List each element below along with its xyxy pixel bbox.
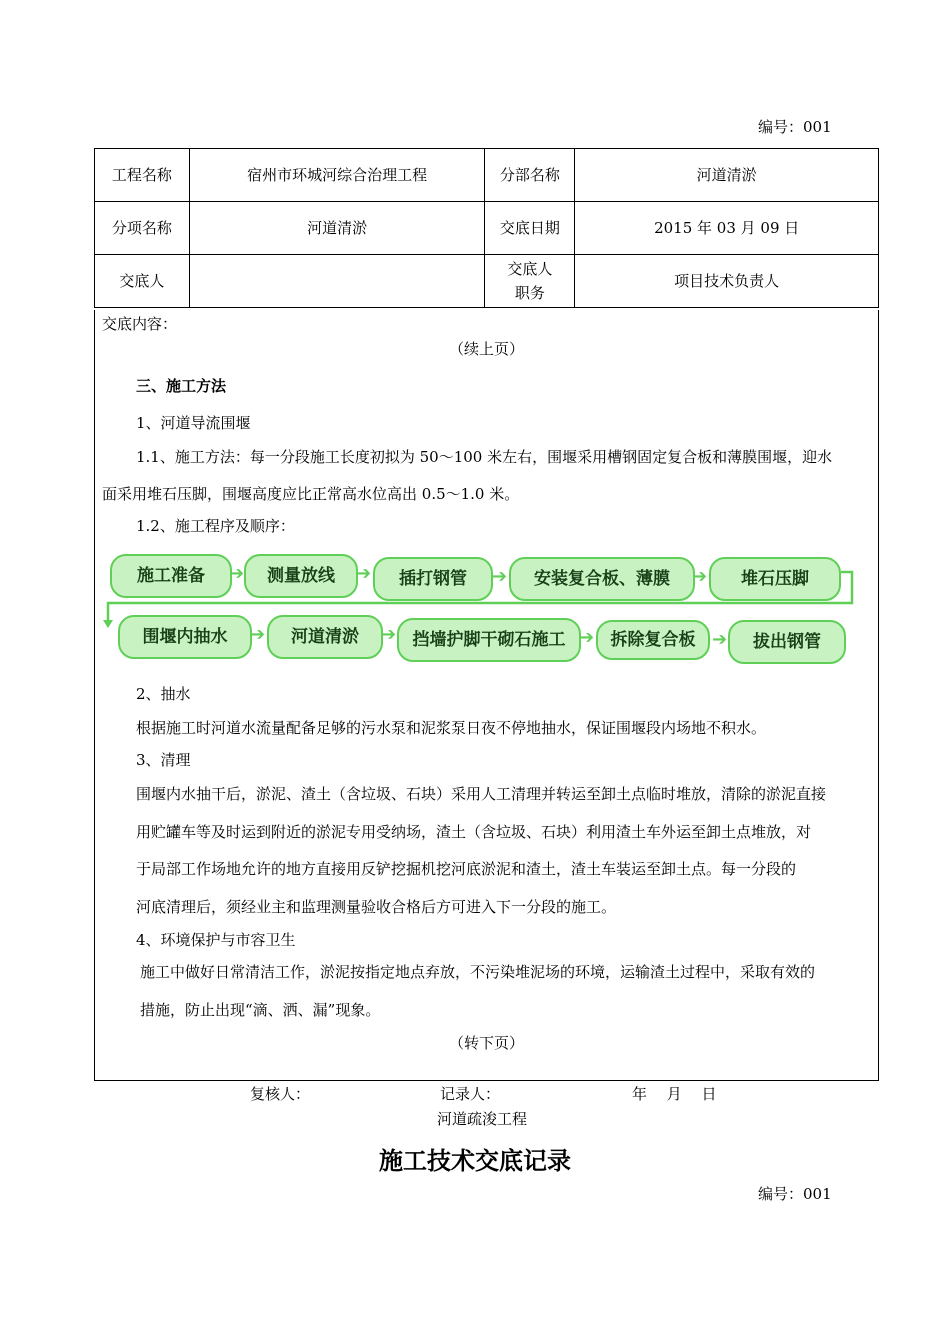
label-briefer-position — [485, 255, 575, 308]
header-row-3 — [95, 255, 879, 308]
next-page-subtitle: 河道疏浚工程 — [437, 1110, 528, 1128]
footer-reviewer: 复核人： — [250, 1085, 311, 1103]
content-label: 交底内容： — [102, 315, 178, 333]
label-briefing-date: 交底日期 — [485, 202, 575, 255]
label-briefer-position-1: 交底人 — [507, 260, 553, 278]
flow-step-10: 拔出钢管 — [728, 620, 846, 664]
flow-step-6: 围堰内抽水 — [118, 615, 252, 659]
paragraph-3-line-4: 河底清理后，须经业主和监理测量验收合格后方可进入下一分段的施工。 — [136, 898, 617, 916]
value-division-name: 河道清淤 — [575, 149, 879, 202]
paragraph-4-line-1: 施工中做好日常清洁工作，淤泥按指定地点弃放，不污染堆泥场的环境，运输渣土过程中，采取有效的 — [140, 963, 816, 981]
next-page-doc-number: 编号：001 — [758, 1185, 832, 1203]
flow-arrow-icon: ➔ — [712, 629, 728, 650]
flow-arrow-icon: ➔ — [356, 563, 372, 584]
flow-step-2: 测量放线 — [244, 554, 358, 598]
paragraph-4-line-2: 措施，防止出现“滴、洒、漏”现象。 — [140, 1001, 381, 1019]
paragraph-1-1-line-2: 面采用堆石压脚，围堰高度应比正常高水位高出 0.5～1.0 米。 — [102, 485, 520, 503]
section-heading-3: 三、施工方法 — [136, 377, 227, 395]
label-division-name: 分部名称 — [485, 149, 575, 202]
flow-step-1: 施工准备 — [110, 554, 232, 598]
flow-step-9: 拆除复合板 — [596, 620, 710, 660]
continued-next-page: （转下页） — [449, 1034, 525, 1052]
label-briefer: 交底人 — [95, 255, 190, 308]
flow-arrow-icon: ➔ — [579, 627, 595, 648]
flow-arrow-icon: ➔ — [250, 624, 266, 645]
header-row-1 — [95, 149, 879, 202]
flow-step-3: 插打钢管 — [373, 557, 493, 601]
footer-date: 年 月 日 — [632, 1085, 717, 1103]
flow-step-5: 堆石压脚 — [709, 557, 841, 601]
flow-arrow-icon: ➔ — [381, 624, 397, 645]
flow-step-4: 安装复合板、薄膜 — [509, 557, 695, 601]
value-project-name: 宿州市环城河综合治理工程 — [189, 149, 485, 202]
paragraph-3-line-3: 于局部工作场地允许的地方直接用反铲挖掘机挖河底淤泥和渣土，渣土车装运至卸土点。每一分段的 — [136, 860, 797, 878]
subsection-3: 3、清理 — [136, 751, 191, 769]
subsection-2: 2、抽水 — [136, 685, 191, 703]
flow-arrow-icon: ➔ — [229, 563, 245, 584]
label-briefer-position-2: 职务 — [514, 284, 545, 302]
subsection-4: 4、环境保护与市容卫生 — [136, 931, 296, 949]
value-briefer-position: 项目技术负责人 — [575, 255, 879, 308]
value-item-name: 河道清淤 — [189, 202, 485, 255]
value-briefing-date: 2015 年 03 月 09 日 — [575, 202, 879, 255]
flow-step-8: 挡墙护脚干砌石施工 — [397, 618, 581, 662]
paragraph-2: 根据施工时河道水流量配备足够的污水泵和泥浆泵日夜不停地抽水，保证围堰段内场地不积水。 — [136, 719, 767, 737]
header-row-2 — [95, 202, 879, 255]
label-project-name: 工程名称 — [95, 149, 190, 202]
doc-number-top: 编号：001 — [758, 118, 832, 136]
next-page-title: 施工技术交底记录 — [379, 1146, 571, 1175]
flow-step-7: 河道清淤 — [267, 615, 383, 659]
value-briefer — [189, 255, 485, 308]
label-item-name: 分项名称 — [95, 202, 190, 255]
paragraph-3-line-1: 围堰内水抽干后，淤泥、渣土（含垃圾、石块）采用人工清理并转运至卸土点临时堆放，清除的淤泥直接 — [136, 785, 827, 803]
flow-arrow-icon: ➔ — [692, 566, 708, 587]
paragraph-1-1-line-1: 1.1、施工方法：每一分段施工长度初拟为 50～100 米左右，围堰采用槽钢固定复合板和薄膜围堰，迎水 — [136, 448, 833, 466]
flow-arrow-icon: ➔ — [492, 566, 508, 587]
header-table — [94, 148, 879, 308]
paragraph-3-line-2: 用贮罐车等及时运到附近的淤泥专用受纳场，渣土（含垃圾、石块）利用渣土车外运至卸土点堆放，对 — [136, 823, 812, 841]
subsection-1: 1、河道导流围堰 — [136, 414, 251, 432]
continued-from-previous: （续上页） — [449, 340, 525, 358]
footer-recorder: 记录人： — [440, 1085, 501, 1103]
subsection-1-2: 1.2、施工程序及顺序： — [136, 517, 295, 535]
